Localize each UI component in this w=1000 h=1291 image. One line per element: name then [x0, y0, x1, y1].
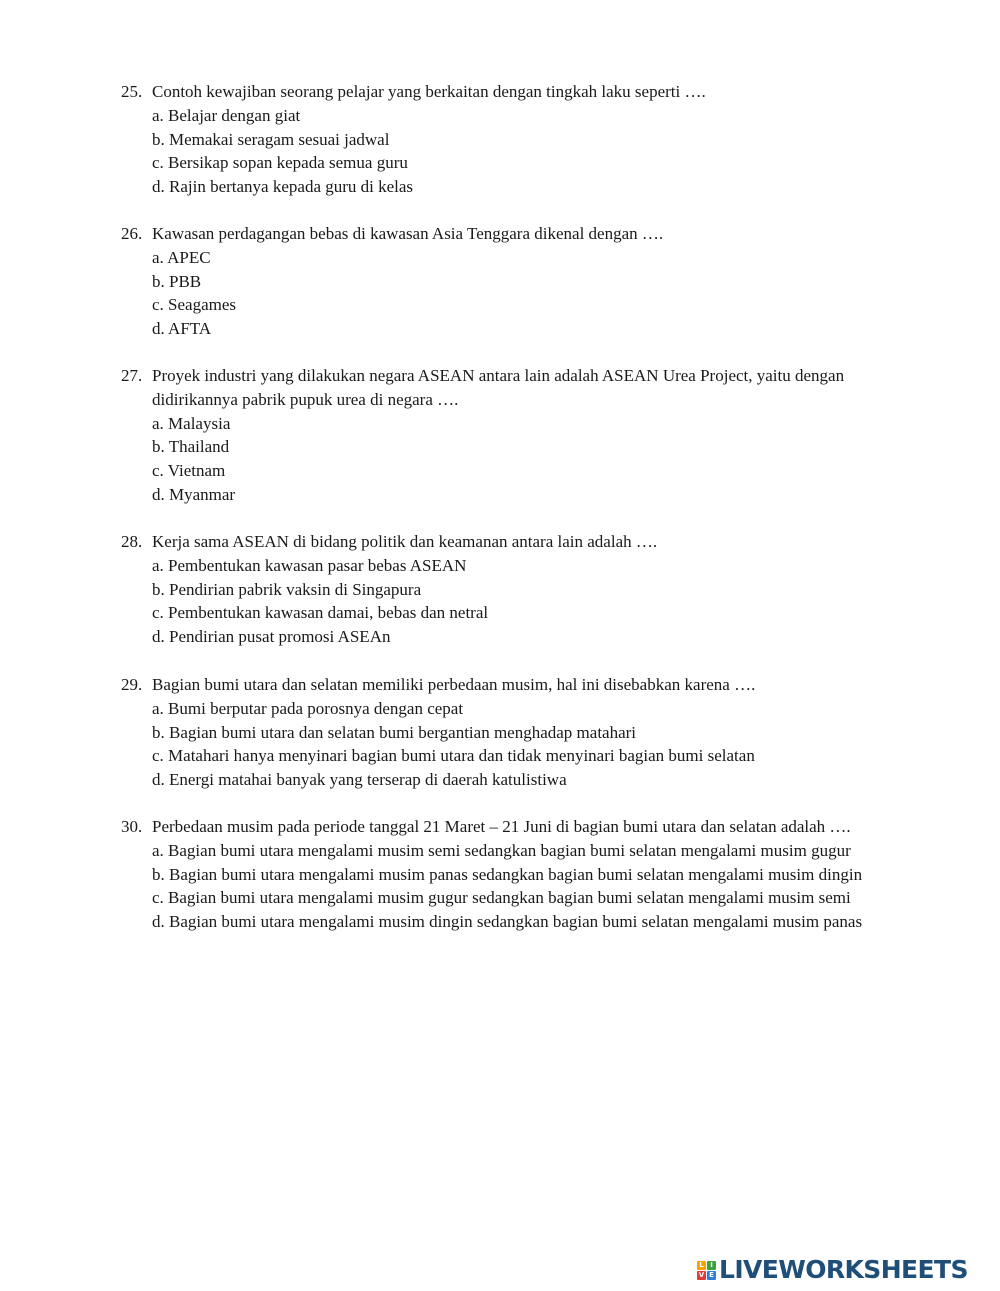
option-b: b. Thailand	[152, 437, 230, 457]
option-a: a. Bagian bumi utara mengalami musim semi sedangkan bagian bumi selatan mengalami musim gugur	[152, 840, 851, 860]
option-b: b. PBB	[152, 271, 202, 291]
question-27	[121, 364, 871, 507]
options-list	[152, 697, 871, 792]
option-d: d. Energi matahai banyak yang terserap di daerah katulistiwa	[152, 770, 567, 790]
question-number: 30.	[121, 817, 143, 836]
question-text: Perbedaan musim pada periode tanggal 21 Maret – 21 Juni di bagian bumi utara dan selatan adalah ….	[152, 817, 851, 836]
logo-tile-i: I	[707, 1261, 716, 1270]
question-26	[121, 222, 871, 341]
options-list	[152, 554, 871, 649]
options-list	[152, 412, 871, 507]
question-25	[121, 80, 871, 199]
option-b: b. Memakai seragam sesuai jadwal	[152, 129, 390, 149]
option-a: a. Malaysia	[152, 413, 231, 433]
option-c: c. Bagian bumi utara mengalami musim gugur sedangkan bagian bumi selatan mengalami musim semi	[152, 888, 851, 908]
question-number: 28.	[121, 532, 143, 551]
options-list	[152, 839, 866, 934]
question-28	[121, 530, 871, 649]
option-c: c. Matahari hanya menyinari bagian bumi utara dan tidak menyinari bagian bumi selatan	[152, 746, 755, 766]
liveworksheets-logo	[697, 1254, 968, 1286]
option-d: d. Pendirian pusat promosi ASEAn	[152, 627, 391, 647]
question-number: 25.	[121, 82, 143, 101]
option-d: d. Myanmar	[152, 484, 236, 504]
options-list	[152, 246, 871, 341]
option-d: d. Rajin bertanya kepada guru di kelas	[152, 177, 414, 197]
question-text: Bagian bumi utara dan selatan memiliki perbedaan musim, hal ini disebabkan karena ….	[152, 675, 756, 694]
option-a: a. APEC	[152, 247, 211, 267]
question-number: 29.	[121, 675, 143, 694]
option-c: c. Seagames	[152, 295, 237, 315]
question-number: 26.	[121, 224, 143, 243]
option-c: c. Bersikap sopan kepada semua guru	[152, 153, 408, 173]
question-30	[121, 815, 866, 934]
question-number: 27.	[121, 366, 143, 385]
option-c: c. Pembentukan kawasan damai, bebas dan netral	[152, 603, 489, 623]
live-tiles-icon	[697, 1261, 716, 1280]
brand-wordmark: LIVEWORKSHEETS	[719, 1255, 968, 1284]
option-a: a. Belajar dengan giat	[152, 105, 301, 125]
logo-tile-e: E	[707, 1271, 716, 1280]
option-c: c. Vietnam	[152, 461, 226, 481]
logo-tile-v: V	[698, 1270, 705, 1279]
option-d: d. AFTA	[152, 319, 212, 339]
option-b: b. Pendirian pabrik vaksin di Singapura	[152, 579, 422, 599]
options-list	[152, 104, 871, 199]
option-a: a. Pembentukan kawasan pasar bebas ASEAN	[152, 555, 467, 575]
question-text: Proyek industri yang dilakukan negara ASEAN antara lain adalah ASEAN Urea Project, yaitu dengan didirikannya pabrik pupuk urea di negara ….	[152, 366, 845, 409]
option-b: b. Bagian bumi utara dan selatan bumi bergantian menghadap matahari	[152, 722, 637, 742]
option-d: d. Bagian bumi utara mengalami musim dingin sedangkan bagian bumi selatan mengalami musim panas	[152, 912, 863, 932]
question-text: Kerja sama ASEAN di bidang politik dan keamanan antara lain adalah ….	[152, 532, 658, 551]
question-text: Contoh kewajiban seorang pelajar yang berkaitan dengan tingkah laku seperti ….	[152, 82, 706, 101]
option-a: a. Bumi berputar pada porosnya dengan cepat	[152, 698, 464, 718]
question-29	[121, 673, 871, 792]
option-b: b. Bagian bumi utara mengalami musim panas sedangkan bagian bumi selatan mengalami musim dingin	[152, 864, 863, 884]
logo-tile-l: L	[697, 1261, 706, 1270]
question-text: Kawasan perdagangan bebas di kawasan Asia Tenggara dikenal dengan ….	[152, 224, 664, 243]
